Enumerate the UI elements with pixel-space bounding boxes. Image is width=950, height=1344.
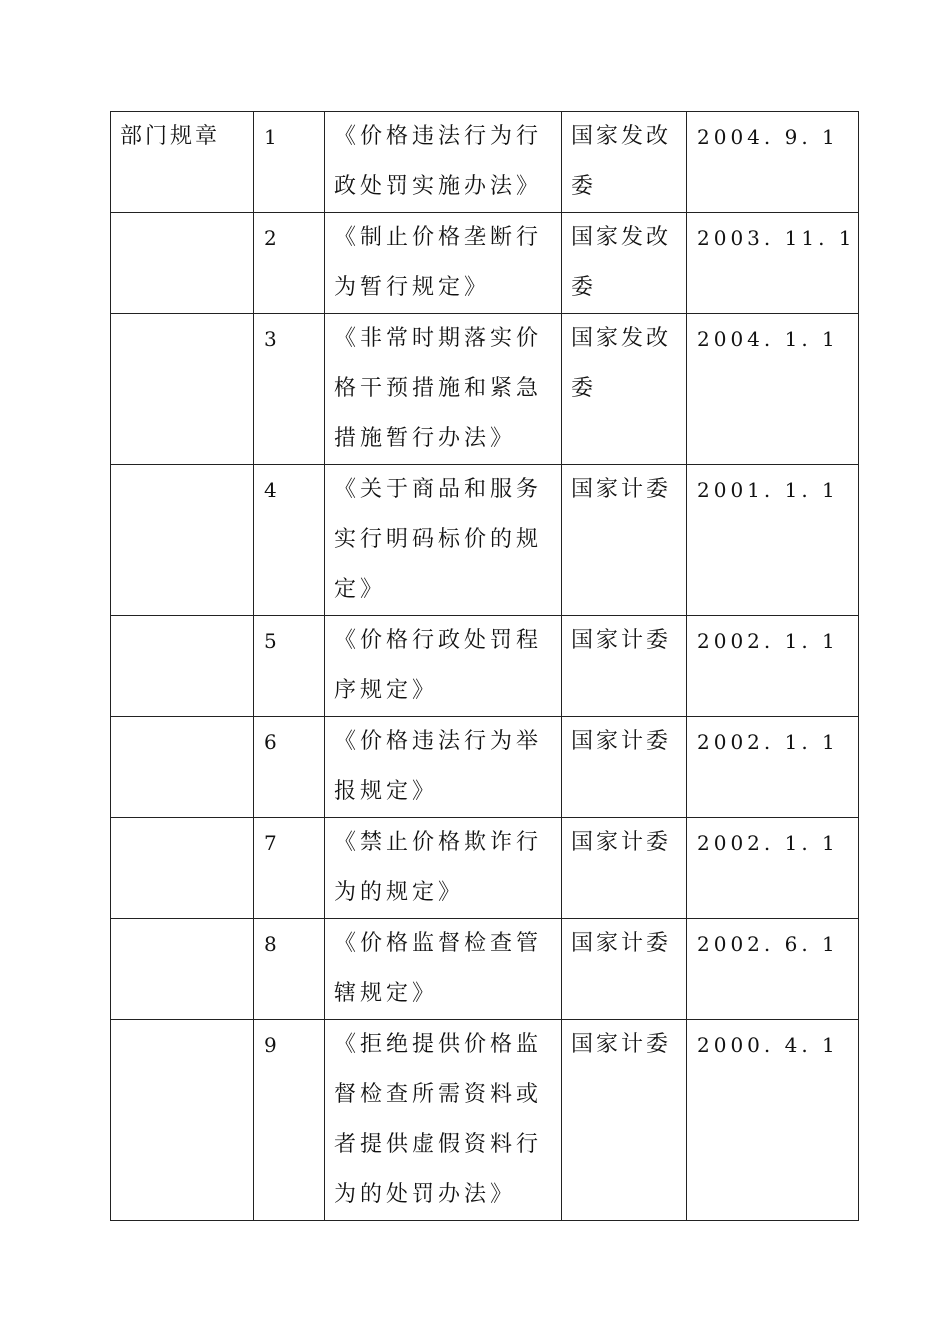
regulation-title: 《价格监督检查管辖规定》 xyxy=(334,931,543,1006)
number-cell xyxy=(254,465,325,616)
row-number: 7 xyxy=(264,831,277,855)
date-cell xyxy=(687,1020,859,1221)
date-cell xyxy=(687,818,859,919)
regulation-title: 《关于商品和服务实行明码标价的规定》 xyxy=(334,477,543,602)
row-number: 2 xyxy=(264,226,277,250)
regulation-title: 《价格行政处罚程序规定》 xyxy=(334,628,543,703)
category-cell xyxy=(111,112,254,213)
issuer: 国家计委 xyxy=(571,931,672,956)
title-cell xyxy=(325,717,562,818)
category-cell xyxy=(111,818,254,919)
issuer: 国家发改委 xyxy=(571,124,672,199)
number-cell xyxy=(254,314,325,465)
regulation-title: 《禁止价格欺诈行为的规定》 xyxy=(334,830,543,905)
effective-date: 2004. 1. 1 xyxy=(697,327,839,351)
effective-date: 2002. 1. 1 xyxy=(697,629,839,653)
row-number: 8 xyxy=(264,932,277,956)
regulation-title: 《非常时期落实价格干预措施和紧急措施暂行办法》 xyxy=(334,326,543,451)
row-number: 3 xyxy=(264,327,277,351)
issuer: 国家计委 xyxy=(571,1032,672,1057)
number-cell xyxy=(254,112,325,213)
table-row xyxy=(111,112,859,213)
table-row xyxy=(111,314,859,465)
row-number: 1 xyxy=(264,125,277,149)
row-number: 4 xyxy=(264,478,277,502)
date-cell xyxy=(687,616,859,717)
number-cell xyxy=(254,213,325,314)
category-cell xyxy=(111,919,254,1020)
number-cell xyxy=(254,1020,325,1221)
table-row xyxy=(111,717,859,818)
title-cell xyxy=(325,465,562,616)
issuer-cell xyxy=(562,616,687,717)
issuer: 国家计委 xyxy=(571,729,672,754)
row-number: 9 xyxy=(264,1033,277,1057)
title-cell xyxy=(325,213,562,314)
category-cell xyxy=(111,717,254,818)
issuer-cell xyxy=(562,465,687,616)
category-cell xyxy=(111,616,254,717)
regulation-title: 《价格违法行为举报规定》 xyxy=(334,729,543,804)
row-number: 6 xyxy=(264,730,277,754)
issuer: 国家发改委 xyxy=(571,326,672,401)
effective-date: 2002. 6. 1 xyxy=(697,932,839,956)
regulation-title: 《价格违法行为行政处罚实施办法》 xyxy=(334,124,543,199)
title-cell xyxy=(325,818,562,919)
issuer: 国家计委 xyxy=(571,628,672,653)
issuer-cell xyxy=(562,213,687,314)
category-cell xyxy=(111,1020,254,1221)
number-cell xyxy=(254,919,325,1020)
date-cell xyxy=(687,465,859,616)
date-cell xyxy=(687,314,859,465)
category-cell xyxy=(111,465,254,616)
title-cell xyxy=(325,112,562,213)
number-cell xyxy=(254,717,325,818)
issuer-cell xyxy=(562,717,687,818)
date-cell xyxy=(687,213,859,314)
table-row xyxy=(111,1020,859,1221)
effective-date: 2003. 11. 1 xyxy=(697,226,856,250)
title-cell xyxy=(325,1020,562,1221)
table-row xyxy=(111,465,859,616)
effective-date: 2000. 4. 1 xyxy=(697,1033,839,1057)
number-cell xyxy=(254,616,325,717)
issuer-cell xyxy=(562,314,687,465)
title-cell xyxy=(325,314,562,465)
date-cell xyxy=(687,717,859,818)
issuer-cell xyxy=(562,1020,687,1221)
issuer-cell xyxy=(562,112,687,213)
category-cell xyxy=(111,213,254,314)
issuer: 国家计委 xyxy=(571,477,672,502)
table-row xyxy=(111,213,859,314)
title-cell xyxy=(325,616,562,717)
effective-date: 2002. 1. 1 xyxy=(697,730,839,754)
effective-date: 2001. 1. 1 xyxy=(697,478,839,502)
category-label: 部门规章 xyxy=(120,124,221,149)
date-cell xyxy=(687,919,859,1020)
issuer-cell xyxy=(562,818,687,919)
regulations-table xyxy=(110,111,859,1221)
table-row xyxy=(111,818,859,919)
issuer-cell xyxy=(562,919,687,1020)
table-row xyxy=(111,616,859,717)
title-cell xyxy=(325,919,562,1020)
category-cell xyxy=(111,314,254,465)
number-cell xyxy=(254,818,325,919)
table-row xyxy=(111,919,859,1020)
date-cell xyxy=(687,112,859,213)
issuer: 国家计委 xyxy=(571,830,672,855)
effective-date: 2004. 9. 1 xyxy=(697,125,839,149)
effective-date: 2002. 1. 1 xyxy=(697,831,839,855)
row-number: 5 xyxy=(264,629,277,653)
regulation-title: 《制止价格垄断行为暂行规定》 xyxy=(334,225,543,300)
issuer: 国家发改委 xyxy=(571,225,672,300)
regulation-title: 《拒绝提供价格监督检查所需资料或者提供虚假资料行为的处罚办法》 xyxy=(334,1032,543,1207)
